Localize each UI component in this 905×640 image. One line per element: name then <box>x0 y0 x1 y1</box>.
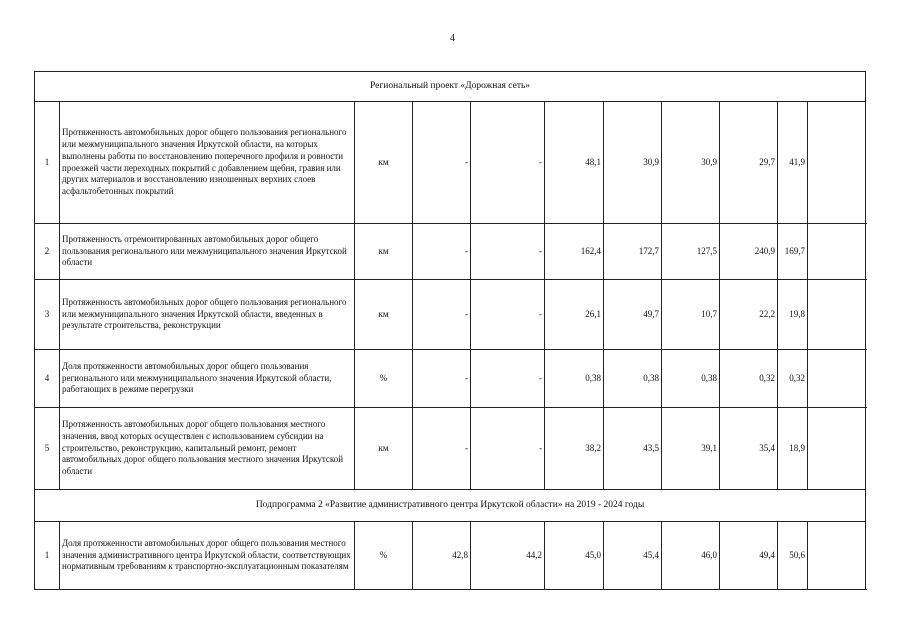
section-header-row <box>35 72 866 102</box>
unit-cell: км <box>355 280 413 350</box>
value-cell: - <box>471 350 545 408</box>
value-cell: 49,7 <box>604 280 662 350</box>
value-cell: - <box>413 102 471 224</box>
value-cell: - <box>413 280 471 350</box>
value-cell: 35,4 <box>720 408 778 490</box>
indicator-name: Протяженность отремонтированных автомобильных дорог общего пользования регионального или межмуниципального значения Иркутской области <box>60 224 355 280</box>
table-row <box>35 522 866 590</box>
value-cell: - <box>413 224 471 280</box>
value-cell: 26,1 <box>545 280 604 350</box>
empty-cell <box>808 408 866 490</box>
value-cell: 48,1 <box>545 102 604 224</box>
value-cell: - <box>471 280 545 350</box>
indicator-name: Доля протяженности автомобильных дорог общего пользования местного значения административного центра Иркутской области, соответствующих нормативным требованиям к транспортно-эксплуатационным показателям <box>60 522 355 590</box>
unit-cell: км <box>355 102 413 224</box>
empty-cell <box>808 522 866 590</box>
row-number: 5 <box>35 408 60 490</box>
value-cell: 29,7 <box>720 102 778 224</box>
value-cell: 45,0 <box>545 522 604 590</box>
page-number: 4 <box>450 33 455 44</box>
value-cell: 0,38 <box>545 350 604 408</box>
value-cell: 41,9 <box>778 102 808 224</box>
value-cell: 18,9 <box>778 408 808 490</box>
table-row <box>35 224 866 280</box>
indicators-table <box>34 71 866 590</box>
table-row <box>35 408 866 490</box>
value-cell: 49,4 <box>720 522 778 590</box>
unit-cell: км <box>355 224 413 280</box>
empty-cell <box>808 280 866 350</box>
section-header-row <box>35 490 866 522</box>
table-row <box>35 350 866 408</box>
indicator-name: Протяженность автомобильных дорог общего пользования регионального или межмуниципального значения Иркутской области, введенных в результате строительства, реконструкции <box>60 280 355 350</box>
section-title: Подпрограмма 2 «Развитие административного центра Иркутской области» на 2019 - 2024 годы <box>35 490 866 522</box>
empty-cell <box>808 102 866 224</box>
row-number: 2 <box>35 224 60 280</box>
value-cell: 169,7 <box>778 224 808 280</box>
value-cell: 46,0 <box>662 522 720 590</box>
empty-cell <box>808 350 866 408</box>
value-cell: 38,2 <box>545 408 604 490</box>
unit-cell: км <box>355 408 413 490</box>
value-cell: 19,8 <box>778 280 808 350</box>
value-cell: 50,6 <box>778 522 808 590</box>
value-cell: 0,38 <box>604 350 662 408</box>
unit-cell: % <box>355 522 413 590</box>
value-cell: 127,5 <box>662 224 720 280</box>
value-cell: 39,1 <box>662 408 720 490</box>
value-cell: 42,8 <box>413 522 471 590</box>
value-cell: 30,9 <box>662 102 720 224</box>
value-cell: - <box>413 408 471 490</box>
value-cell: 172,7 <box>604 224 662 280</box>
value-cell: - <box>413 350 471 408</box>
value-cell: 162,4 <box>545 224 604 280</box>
table-row <box>35 280 866 350</box>
value-cell: 45,4 <box>604 522 662 590</box>
value-cell: 10,7 <box>662 280 720 350</box>
unit-cell: % <box>355 350 413 408</box>
value-cell: 22,2 <box>720 280 778 350</box>
value-cell: 0,32 <box>720 350 778 408</box>
section-title: Региональный проект «Дорожная сеть» <box>35 72 866 102</box>
row-number: 3 <box>35 280 60 350</box>
value-cell: 30,9 <box>604 102 662 224</box>
row-number: 1 <box>35 522 60 590</box>
row-number: 4 <box>35 350 60 408</box>
value-cell: 0,32 <box>778 350 808 408</box>
value-cell: 240,9 <box>720 224 778 280</box>
value-cell: - <box>471 408 545 490</box>
table-row <box>35 102 866 224</box>
value-cell: 43,5 <box>604 408 662 490</box>
indicator-name: Доля протяженности автомобильных дорог общего пользования регионального или межмуниципального значения Иркутской области, работающих в режиме перегрузки <box>60 350 355 408</box>
indicator-name: Протяженность автомобильных дорог общего пользования регионального или межмуниципального значения Иркутской области, на которых выполнены работы по восстановлению поперечного профиля и ровности проезжей части переходных покрытий с добавлением щебня, гравия или других материалов и восстановлению изношенных верхних слоев асфальтобетонных покрытий <box>60 102 355 224</box>
value-cell: 44,2 <box>471 522 545 590</box>
indicator-name: Протяженность автомобильных дорог общего пользования местного значения, ввод которых осуществлен с использованием субсидии на строительство, реконструкцию, капитальный ремонт, ремонт автомобильных дорог общего пользования местного значения Иркутской области <box>60 408 355 490</box>
value-cell: - <box>471 102 545 224</box>
row-number: 1 <box>35 102 60 224</box>
value-cell: 0,38 <box>662 350 720 408</box>
empty-cell <box>808 224 866 280</box>
value-cell: - <box>471 224 545 280</box>
